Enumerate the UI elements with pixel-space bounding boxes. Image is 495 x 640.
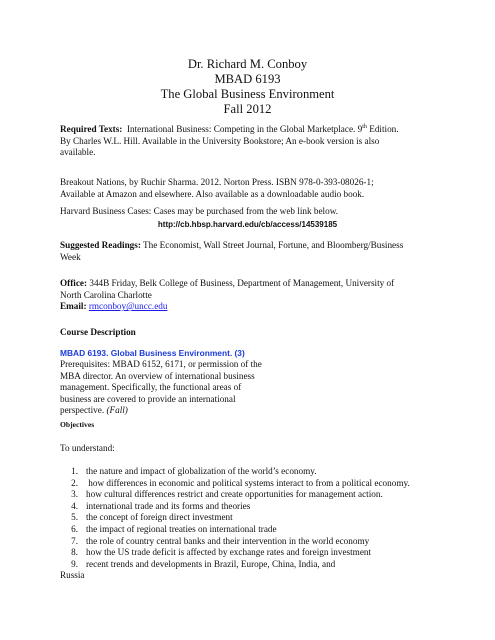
instructor-name: Dr. Richard M. Conboy [187,57,308,71]
harvard-cases-url[interactable]: http://cb.hbsp.harvard.edu/cb/access/14539185 [157,220,338,229]
required-text-1-line2: By Charles W.L. Hill. Available in the University Bookstore; An e-book version is also [60,135,380,146]
list-item: 2. how differences in economic and political systems interact to from a political economy. [71,477,410,488]
course-description-line: MBA director. An overview of international business [60,370,255,381]
required-text-1-edition: Edition. [366,124,399,134]
required-text-1-line3: available. [60,147,96,158]
course-description-heading: Course Description [60,327,136,337]
course-title: The Global Business Environment [160,87,335,101]
course-description-body [60,359,275,417]
required-text-2-line1: Breakout Nations, by Ruchir Sharma. 2012. Norton Press. ISBN 978-0-393-08026-1; [60,177,374,187]
suggested-readings-label: Suggested Readings: [60,240,141,250]
objectives-heading: Objectives [60,420,95,429]
harvard-cases: Harvard Business Cases: Cases may be purchased from the web link below. [60,206,339,216]
office-line2: North Carolina Charlotte [60,289,152,300]
course-description-line: management. Specifically, the functional areas of [60,382,242,393]
office-line1: 344B Friday, Belk College of Business, Department of Management, University of [87,278,395,288]
course-description-line: Prerequisites: MBAD 6152, 6171, or permission of the [60,359,262,369]
list-item: 4. international trade and its forms and theories [71,500,251,511]
course-description-season: (Fall) [106,405,128,416]
course-description-last: perspective. [60,405,107,416]
required-texts [60,124,460,159]
course-description-line: business are covered to provide an international [60,393,236,404]
required-text-2 [60,177,460,200]
suggested-readings-line2: Week [60,251,81,262]
list-item: 8. how the US trade deficit is affected by exchange rates and foreign investment [71,547,372,558]
suggested-readings-line1: The Economist, Wall Street Journal, Fortune, and Bloomberg/Business [140,240,404,250]
list-item: 7. the role of country central banks and their intervention in the world economy [71,535,370,546]
email-link[interactable]: rmconboy@uncc.edu [88,301,168,312]
required-texts-label: Required Texts: [60,124,123,134]
edition-superscript: th [362,123,367,130]
email-label: Email: [60,301,87,312]
list-item: 9. recent trends and developments in Brazil, Europe, China, India, and [71,558,336,569]
course-term: Fall 2012 [223,102,272,116]
office-info [60,278,460,313]
list-item: 6. the impact of regional treaties on international trade [71,524,277,534]
list-item: 3. how cultural differences restrict and create opportunities for management action. [71,489,383,500]
document-header [0,57,495,117]
course-code-title: MBAD 6193. Global Business Environment. (3) [60,348,245,358]
suggested-readings [60,240,460,263]
required-text-1: International Business: Competing in the Global Marketplace. 9 [126,124,363,134]
list-item-continuation: Russia [60,570,85,581]
list-item: 1. the nature and impact of globalization of the world’s economy. [71,466,317,476]
course-number: MBAD 6193 [214,72,281,86]
objectives-intro: To understand: [60,443,115,453]
office-label: Office: [60,278,88,288]
required-text-2-line2: Available at Amazon and elsewhere. Also available as a downloadable audio book. [60,188,365,199]
list-item: 5. the concept of foreign direct investment [71,512,233,523]
